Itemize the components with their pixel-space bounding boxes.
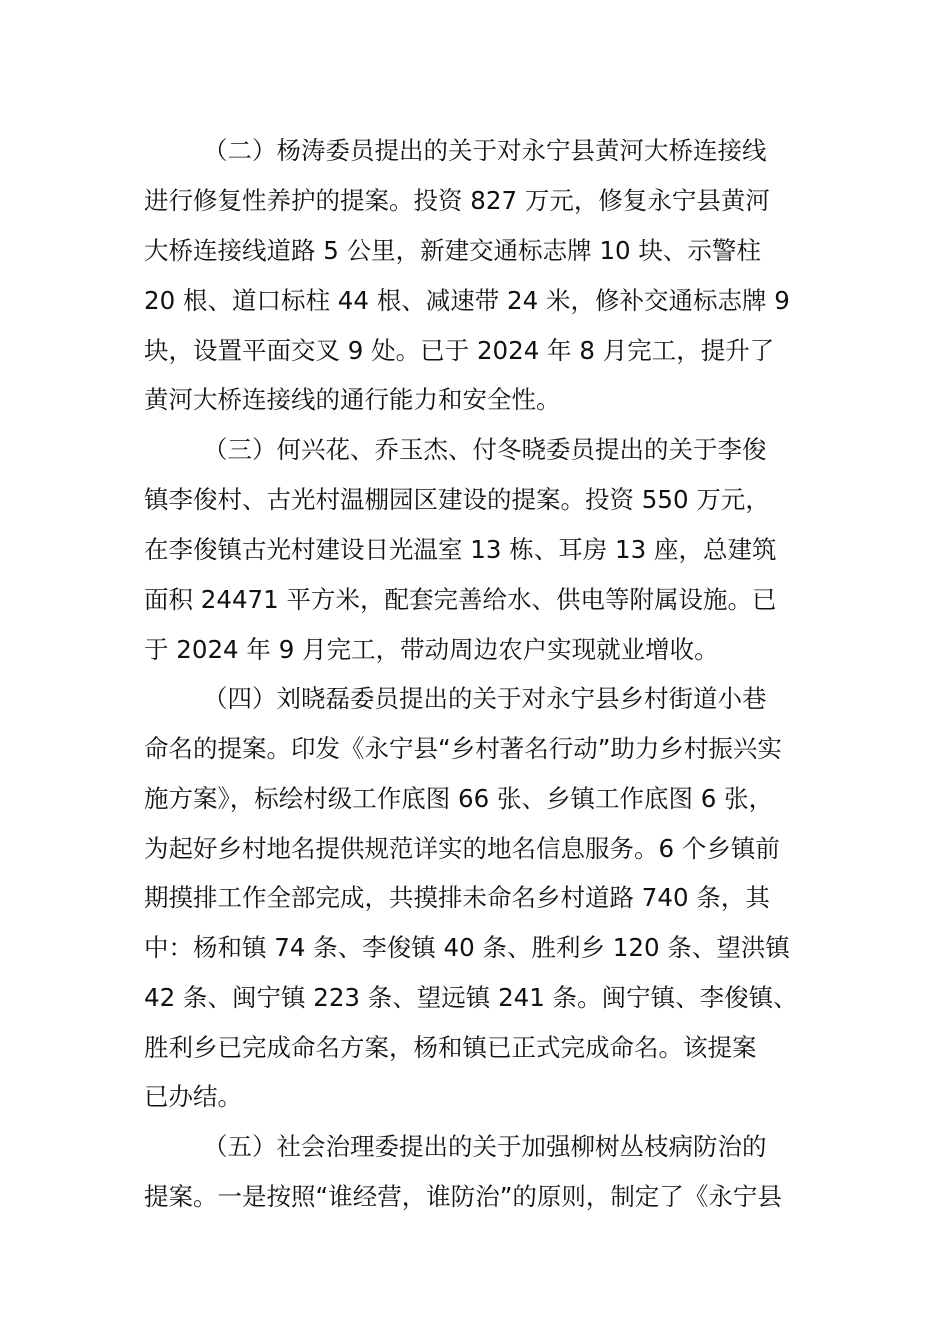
paragraph-2-line-4: 20 根、道口标柱 44 根、减速带 24 米，修补交通标志牌 9 [144, 286, 790, 315]
paragraph-2-line-6: 黄河大桥连接线的通行能力和安全性。 [144, 385, 561, 414]
paragraph-4-line-6: 中：杨和镇 74 条、李俊镇 40 条、胜利乡 120 条、望洪镇 [144, 933, 790, 962]
paragraph-3-line-5: 于 2024 年 9 月完工，带动周边农户实现就业增收。 [144, 635, 719, 664]
paragraph-2-line-2: 进行修复性养护的提案。投资 827 万元，修复永宁县黄河 [144, 186, 770, 215]
paragraph-4-line-9: 已办结。 [144, 1082, 242, 1111]
paragraph-4-line-2: 命名的提案。印发《永宁县“乡村著名行动”助力乡村振兴实 [144, 734, 782, 763]
paragraph-4-line-5: 期摸排工作全部完成，共摸排未命名乡村道路 740 条，其 [144, 883, 770, 912]
paragraph-5-line-1: （五）社会治理委提出的关于加强柳树丛枝病防治的 [203, 1132, 767, 1161]
paragraph-5-line-2: 提案。一是按照“谁经营，谁防治”的原则，制定了《永宁县 [144, 1182, 782, 1211]
paragraph-3-line-2: 镇李俊村、古光村温棚园区建设的提案。投资 550 万元， [144, 485, 770, 514]
paragraph-2-line-1: （二）杨涛委员提出的关于对永宁县黄河大桥连接线 [203, 136, 767, 165]
paragraph-3-line-4: 面积 24471 平方米，配套完善给水、供电等附属设施。已 [144, 585, 777, 614]
paragraph-4-line-4: 为起好乡村地名提供规范详实的地名信息服务。6 个乡镇前 [144, 834, 780, 863]
paragraph-2-line-5: 块，设置平面交叉 9 处。已于 2024 年 8 月完工，提升了 [144, 336, 775, 365]
paragraph-3-line-1: （三）何兴花、乔玉杰、付冬晓委员提出的关于李俊 [203, 435, 767, 464]
paragraph-2-line-3: 大桥连接线道路 5 公里，新建交通标志牌 10 块、示警柱 [144, 236, 761, 265]
paragraph-4-line-3: 施方案》，标绘村级工作底图 66 张、乡镇工作底图 6 张， [144, 784, 774, 813]
paragraph-4-line-1: （四）刘晓磊委员提出的关于对永宁县乡村街道小巷 [203, 684, 767, 713]
paragraph-4-line-7: 42 条、闽宁镇 223 条、望远镇 241 条。闽宁镇、李俊镇、 [144, 983, 798, 1012]
paragraph-3-line-3: 在李俊镇古光村建设日光温室 13 栋、耳房 13 座，总建筑 [144, 535, 777, 564]
paragraph-4-line-8: 胜利乡已完成命名方案，杨和镇已正式完成命名。该提案 [144, 1033, 757, 1062]
